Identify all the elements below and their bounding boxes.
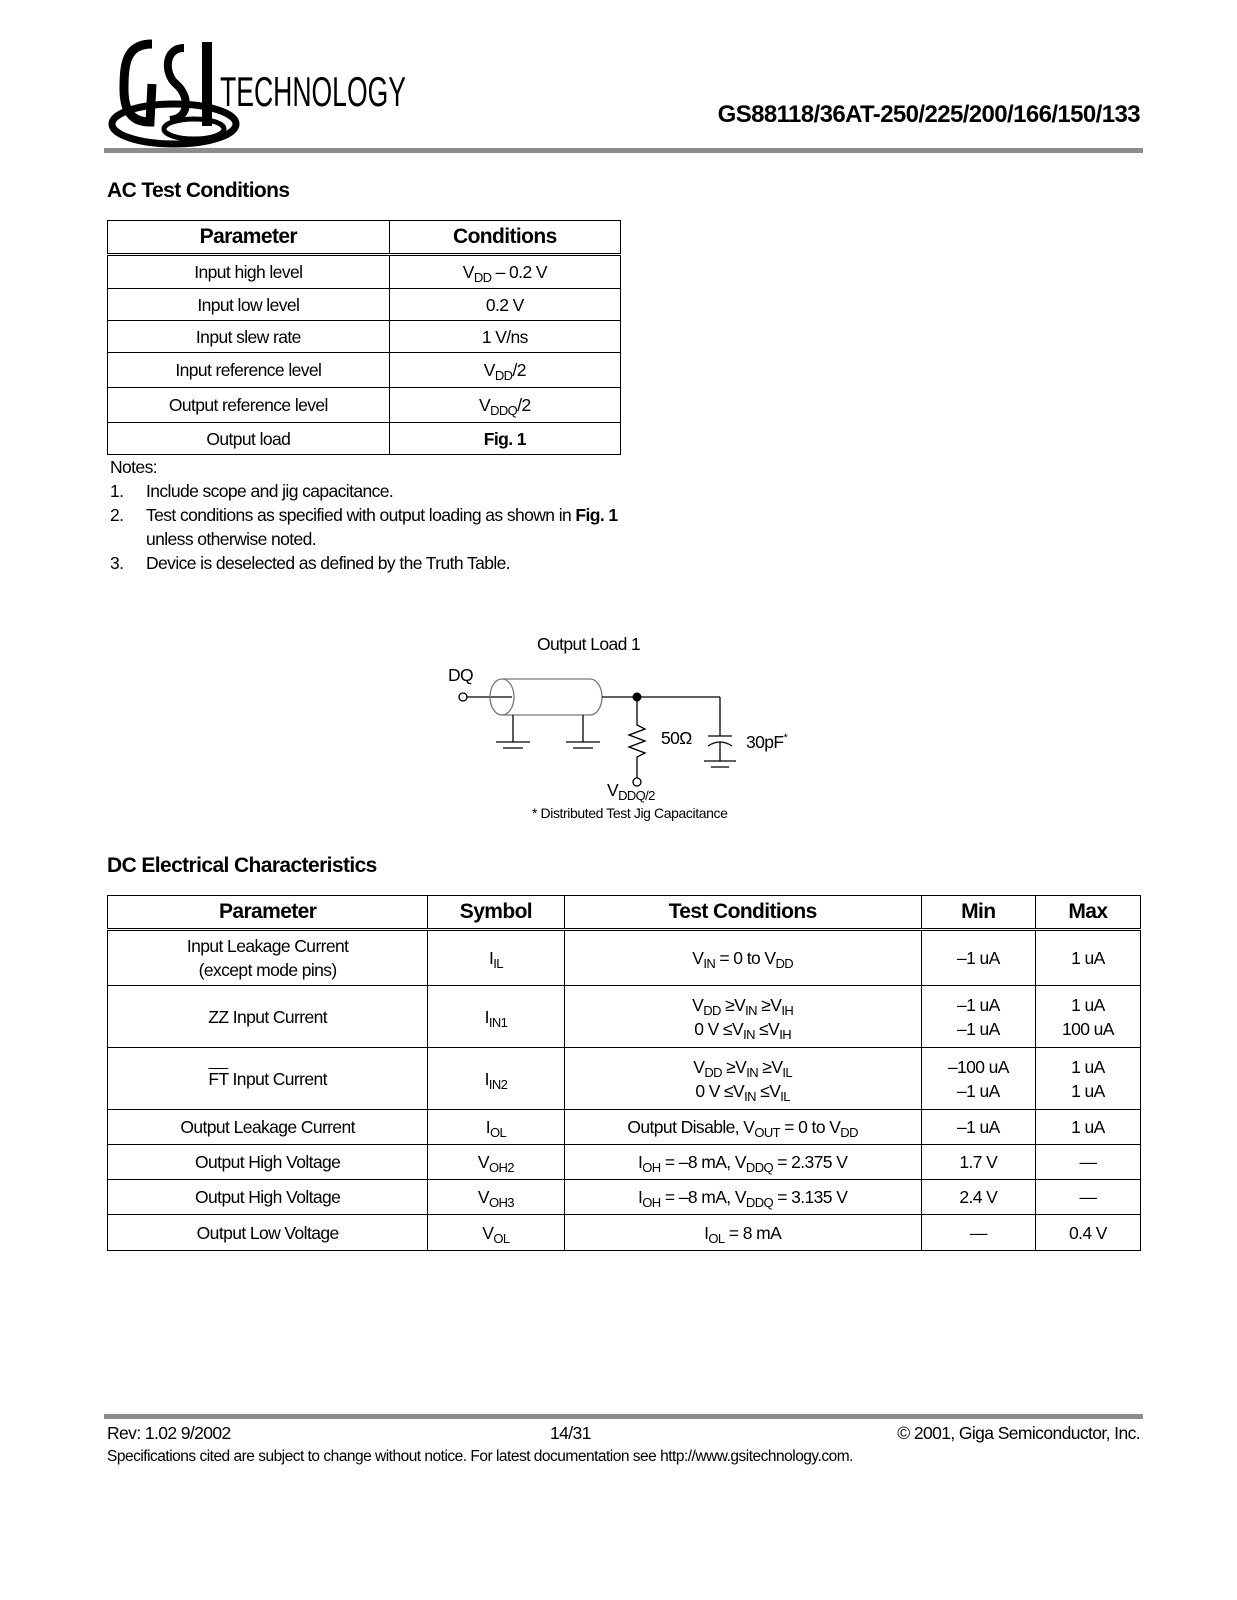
text: 100 uA [1062, 1018, 1114, 1039]
revision: Rev: 1.02 9/2002 [107, 1423, 231, 1443]
table-cell [389, 423, 620, 455]
junction-dot [633, 693, 642, 702]
note-item [110, 503, 670, 551]
column-header: Parameter [108, 896, 428, 930]
text: V [483, 360, 495, 380]
table-cell [564, 1048, 921, 1110]
text: V [479, 395, 491, 415]
table-cell [921, 986, 1035, 1048]
text: (except mode pins) [198, 960, 337, 980]
gsi-technology-logo [104, 34, 414, 152]
subscript: IN [746, 1064, 759, 1080]
subscript: OL [489, 1125, 507, 1140]
table-cell [564, 986, 921, 1048]
subscript: DD [494, 368, 513, 383]
output-load-figure [440, 630, 800, 830]
table-cell [1035, 986, 1140, 1048]
text: I [484, 1006, 489, 1027]
header-row [108, 221, 621, 255]
page-number: 14/31 [550, 1423, 591, 1443]
resistor-label: 50Ω [661, 728, 692, 748]
text: 0 V ≤V [694, 1018, 744, 1039]
table-cell [921, 1145, 1035, 1180]
subscript: IN [703, 956, 716, 971]
table-row [108, 289, 621, 321]
text: –1 uA [956, 994, 1000, 1015]
capacitor-value: 30pF [746, 732, 784, 752]
subscript: OH [642, 1160, 661, 1175]
table-cell [1035, 1110, 1140, 1145]
text: Include scope and jig capacitance. [146, 481, 394, 501]
table-cell [1035, 930, 1140, 986]
text: –1 uA [956, 1018, 1000, 1039]
text: — [1079, 1152, 1097, 1172]
text: Output High Voltage [195, 1187, 341, 1207]
table-cell [921, 930, 1035, 986]
table-cell [564, 1180, 921, 1215]
subscript: DDQ [745, 1195, 773, 1210]
dc-section-title: DC Electrical Characteristics [107, 854, 377, 877]
subscript: IL [782, 1064, 793, 1080]
subscript: IN [745, 1002, 757, 1018]
table-cell [1035, 1145, 1140, 1180]
subscript: IN [744, 1088, 756, 1104]
table-row [108, 321, 621, 353]
note-text [146, 503, 666, 551]
subscript: OUT [754, 1125, 781, 1140]
text: ≤V [754, 1018, 780, 1039]
table-row [108, 1048, 1141, 1110]
text: = 8 mA [724, 1222, 782, 1243]
table-cell [564, 1110, 921, 1145]
subscript: IN2 [488, 1076, 508, 1092]
table-row [108, 986, 1141, 1048]
subscript: DD [775, 956, 794, 971]
text: I [638, 1187, 643, 1207]
text: Input low level [197, 294, 300, 315]
subscript: IH [781, 1002, 794, 1018]
subscript: DDQ [745, 1160, 773, 1175]
text: Output Disable, V [627, 1117, 755, 1137]
table-cell [108, 321, 390, 353]
text: 1 uA [1071, 1117, 1105, 1137]
table-cell [108, 353, 390, 388]
table-row [108, 255, 621, 289]
note-text [146, 479, 666, 503]
text: 0.2 V [485, 294, 524, 315]
text: I [485, 1117, 490, 1137]
table-cell [108, 255, 390, 289]
bold-text: Fig. 1 [575, 505, 618, 525]
capacitor-label [746, 732, 787, 753]
table-cell [108, 423, 390, 455]
table-cell [428, 930, 564, 986]
table-cell [428, 1048, 564, 1110]
table-cell [389, 353, 620, 388]
text: Input slew rate [195, 326, 301, 347]
subscript: DD [703, 1002, 721, 1018]
text: ≥V [721, 1056, 747, 1077]
subscript: OL [708, 1230, 725, 1246]
text: unless otherwise noted. [146, 529, 317, 549]
text: –1 uA [956, 948, 1000, 968]
text: ≥V [758, 1056, 783, 1077]
text: Device is deselected as defined by the Truth Table. [146, 553, 511, 573]
column-header: Min [921, 896, 1035, 930]
table-cell [428, 1145, 564, 1180]
vddq-main: V [607, 780, 619, 800]
table-cell [389, 289, 620, 321]
text: Input reference level [175, 360, 322, 380]
table-cell [108, 1048, 428, 1110]
header-rule [104, 148, 1143, 153]
text: V [482, 1222, 494, 1243]
text: 1 uA [1071, 1080, 1105, 1101]
ac-section-title: AC Test Conditions [107, 179, 290, 202]
table-cell [108, 930, 428, 986]
text: Input Leakage Current [186, 936, 349, 956]
copyright: © 2001, Giga Semiconductor, Inc. [897, 1423, 1140, 1443]
capacitor-footnote-mark: * [783, 732, 788, 745]
table-cell [108, 1145, 428, 1180]
text: = –8 mA, V [660, 1187, 746, 1207]
text: V [477, 1152, 489, 1172]
text: 0.4 V [1069, 1222, 1107, 1243]
text: –1 uA [956, 1080, 1000, 1101]
table-cell [921, 1215, 1035, 1251]
text: V [462, 262, 474, 282]
text: I [704, 1222, 709, 1243]
table-row [108, 1215, 1141, 1251]
text: I [638, 1152, 643, 1172]
table-cell [389, 388, 620, 423]
subscript: IL [493, 956, 503, 971]
note-number: 3. [110, 553, 124, 573]
text: Input high level [194, 262, 303, 282]
table-row [108, 1110, 1141, 1145]
table-row [108, 1180, 1141, 1215]
table-cell [921, 1048, 1035, 1110]
text: Output reference level [168, 395, 328, 415]
text: Test conditions as specified with output loading as shown in [146, 505, 576, 525]
table-row [108, 930, 1141, 986]
subscript: IL [780, 1088, 790, 1104]
column-header: Max [1035, 896, 1140, 930]
table-cell [564, 1215, 921, 1251]
text: 1 V/ns [481, 326, 528, 347]
text: V [692, 948, 704, 968]
table-cell [108, 388, 390, 423]
text: = 2.375 V [773, 1152, 848, 1172]
column-header: Test Conditions [564, 896, 921, 930]
text: 1 uA [1071, 994, 1105, 1015]
table-cell [428, 1215, 564, 1251]
table-cell [564, 1145, 921, 1180]
table-cell [921, 1180, 1035, 1215]
svg-text:TECHNOLOGY: TECHNOLOGY [220, 68, 406, 115]
text: /2 [512, 360, 526, 380]
text: = –8 mA, V [660, 1152, 746, 1172]
subscript: DD [473, 270, 492, 285]
part-number: GS88118/36AT-250/225/200/166/150/133 [717, 101, 1140, 128]
column-header: Symbol [428, 896, 564, 930]
vddq-sub: DDQ/2 [618, 788, 655, 803]
notes-label: Notes: [110, 457, 157, 477]
note-number: 2. [110, 505, 124, 525]
text: Output load [206, 428, 291, 449]
table-row [108, 423, 621, 455]
table-cell [921, 1110, 1035, 1145]
table-cell [428, 1110, 564, 1145]
table-cell [108, 1110, 428, 1145]
text: Input Current [228, 1068, 327, 1089]
text: 0 V ≤V [695, 1080, 745, 1101]
footer-rule [104, 1414, 1143, 1419]
text: = 0 to V [780, 1117, 841, 1137]
text: ≤V [755, 1080, 781, 1101]
subscript: OH [642, 1195, 661, 1210]
table-cell [428, 1180, 564, 1215]
note-item [110, 479, 670, 503]
text: — [1079, 1187, 1097, 1207]
header-row [108, 896, 1141, 930]
text: ≥V [720, 994, 746, 1015]
disclaimer: Specifications cited are subject to change without notice. For latest documentation see http://www.gsitechnology.com. [107, 1448, 853, 1465]
subscript: IH [779, 1026, 792, 1042]
subscript: OL [493, 1230, 510, 1246]
table-cell [389, 255, 620, 289]
table-row [108, 353, 621, 388]
figure-caption: * Distributed Test Jig Capacitance [532, 805, 728, 821]
text: Output Leakage Current [180, 1117, 355, 1137]
subscript: DD [704, 1064, 722, 1080]
table-cell [1035, 1215, 1140, 1251]
subscript: DDQ [490, 403, 518, 418]
text: 1 uA [1071, 1056, 1105, 1077]
note-number: 1. [110, 481, 124, 501]
text: I [484, 1068, 489, 1089]
text: 1 uA [1071, 948, 1105, 968]
subscript: IN [743, 1026, 755, 1042]
table-cell [1035, 1048, 1140, 1110]
subscript: OH3 [488, 1195, 514, 1210]
table-row [108, 388, 621, 423]
ac-test-conditions-table [107, 220, 621, 455]
table-row [108, 1145, 1141, 1180]
text: 2.4 V [959, 1187, 998, 1207]
text: /2 [517, 395, 531, 415]
text: Output High Voltage [195, 1152, 341, 1172]
text: = 3.135 V [773, 1187, 848, 1207]
figure-title: Output Load 1 [537, 634, 641, 654]
text: ZZ Input Current [208, 1006, 328, 1027]
text: I [488, 948, 494, 968]
text: –1 uA [956, 1117, 1000, 1137]
table-cell [108, 1180, 428, 1215]
text: 1.7 V [959, 1152, 998, 1172]
subscript: IN1 [488, 1014, 508, 1030]
subscript: DD [840, 1125, 858, 1140]
text: V [477, 1187, 489, 1207]
overlined-text: $\overline{FT}$ [208, 1068, 229, 1089]
table-cell [108, 986, 428, 1048]
column-header: Conditions [389, 221, 620, 255]
note-item [110, 551, 670, 575]
text: = 0 to V [715, 948, 776, 968]
table-cell [428, 986, 564, 1048]
subscript: OH2 [488, 1160, 514, 1175]
dq-label: DQ [448, 665, 474, 685]
text: V [693, 1056, 705, 1077]
text: – 0.2 V [491, 262, 547, 282]
table-cell [389, 321, 620, 353]
table-cell [1035, 1180, 1140, 1215]
text: V [692, 994, 704, 1015]
column-header: Parameter [108, 221, 390, 255]
text: –100 uA [947, 1056, 1009, 1077]
bold-text: Fig. 1 [483, 428, 526, 449]
vddq-label [607, 780, 655, 801]
table-cell [108, 289, 390, 321]
text: ≥V [756, 994, 782, 1015]
text: — [969, 1222, 987, 1243]
table-cell [564, 930, 921, 986]
dc-electrical-characteristics-table [107, 895, 1141, 1251]
ac-notes [110, 455, 670, 585]
note-text [146, 551, 666, 575]
table-cell [108, 1215, 428, 1251]
text: Output Low Voltage [196, 1222, 339, 1243]
